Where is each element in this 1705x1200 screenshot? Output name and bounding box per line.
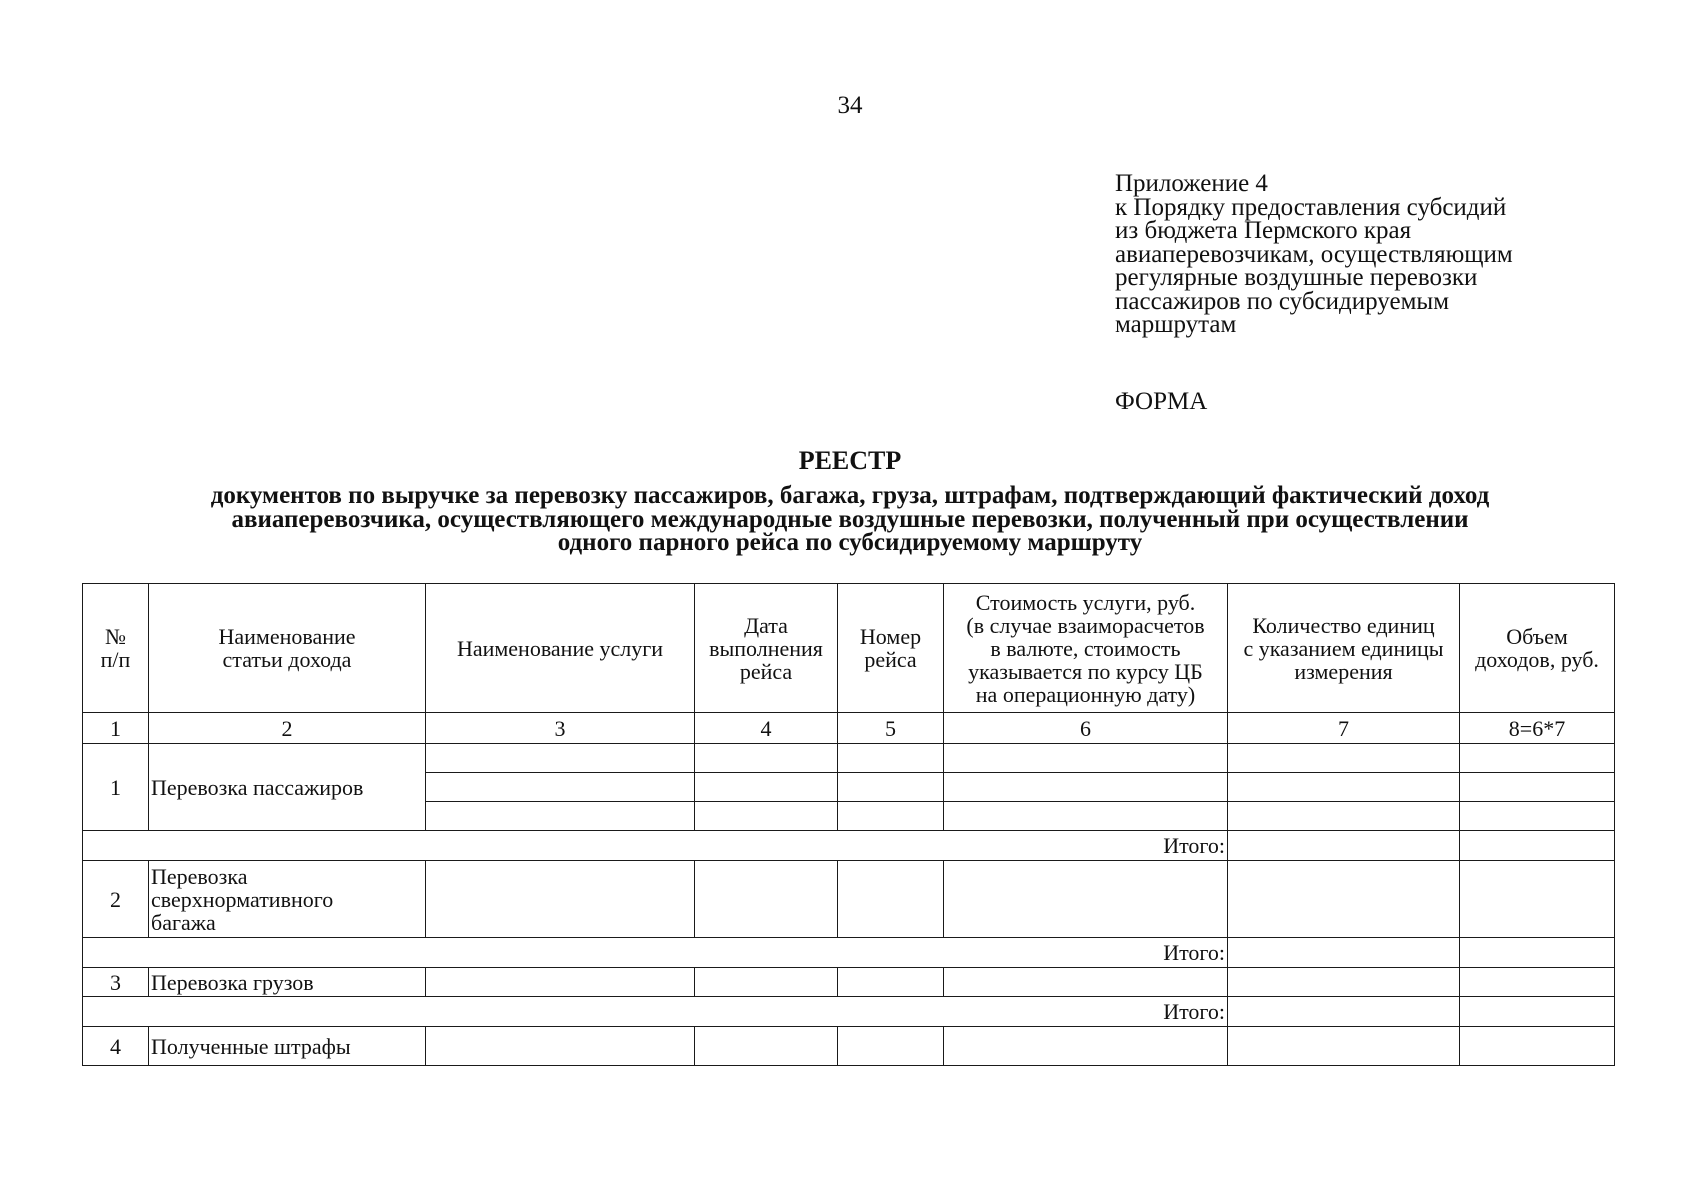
table-cell — [944, 968, 1228, 997]
table-cell — [426, 773, 695, 802]
table-cell — [695, 802, 838, 831]
appendix-block — [1115, 172, 1585, 337]
table-cell — [1228, 997, 1460, 1027]
page-number: 34 — [837, 92, 863, 119]
appendix-line: авиаперевозчикам, осуществляющим — [1115, 240, 1513, 268]
total-row — [83, 938, 1615, 968]
table-cell — [1228, 773, 1460, 802]
table-row — [83, 968, 1615, 997]
table-cell — [1460, 861, 1615, 938]
income-item-name: Перевозка сверхнормативного багажа — [149, 861, 426, 938]
subtitle-line: одного парного рейса по субсидируемому маршруту — [557, 529, 1143, 556]
table-cell — [1228, 968, 1460, 997]
table-cell — [426, 1027, 695, 1066]
table-cell — [695, 861, 838, 938]
table-cell — [1460, 1027, 1615, 1066]
registry-table — [82, 583, 1615, 1066]
table-cell — [426, 861, 695, 938]
header-cell-unit-count: Количество единиц с указанием единицы измерения — [1228, 584, 1460, 713]
header-cell-service-name: Наименование услуги — [426, 584, 695, 713]
table-cell — [1460, 773, 1615, 802]
table-cell — [944, 802, 1228, 831]
income-item-name: Перевозка грузов — [149, 968, 426, 997]
table-cell — [1228, 1027, 1460, 1066]
header-cell-flight-number: Номер рейса — [838, 584, 944, 713]
table-header-row — [83, 584, 1615, 713]
total-row — [83, 997, 1615, 1027]
table-cell — [944, 1027, 1228, 1066]
income-item-name: Перевозка пассажиров — [149, 744, 426, 831]
column-number: 4 — [695, 713, 838, 744]
income-item-name: Полученные штрафы — [149, 1027, 426, 1066]
column-number: 7 — [1228, 713, 1460, 744]
table-cell — [1228, 831, 1460, 861]
row-number: 1 — [83, 744, 149, 831]
row-number: 2 — [83, 861, 149, 938]
table-cell — [1460, 938, 1615, 968]
column-number: 5 — [838, 713, 944, 744]
table-cell — [426, 744, 695, 773]
table-cell — [838, 1027, 944, 1066]
table-cell — [1460, 997, 1615, 1027]
table-cell — [838, 968, 944, 997]
subtitle-line: документов по выручке за перевозку пассажиров, багажа, груза, штрафам, подтверждающий фактический доход — [210, 482, 1490, 509]
table-cell — [695, 1027, 838, 1066]
table-cell — [1228, 861, 1460, 938]
appendix-line: маршрутам — [1115, 311, 1237, 338]
table-cell — [1460, 802, 1615, 831]
document-subtitle — [100, 484, 1600, 555]
appendix-line: регулярные воздушные перевозки — [1115, 264, 1478, 291]
column-number: 1 — [83, 713, 149, 744]
header-cell-income-item: Наименование статьи дохода — [149, 584, 426, 713]
table-cell — [838, 773, 944, 802]
table-cell — [695, 744, 838, 773]
table-cell — [1228, 802, 1460, 831]
table-row — [83, 744, 1615, 773]
column-number: 6 — [944, 713, 1228, 744]
table-cell — [1460, 744, 1615, 773]
table-cell — [426, 968, 695, 997]
header-cell-flight-date: Дата выполнения рейса — [695, 584, 838, 713]
header-cell-number: № п/п — [83, 584, 149, 713]
table-cell — [838, 802, 944, 831]
total-label: Итого: — [83, 938, 1228, 968]
header-cell-service-cost: Стоимость услуги, руб. (в случае взаиморасчетов в валюте, стоимость указывается по курсу ЦБ на операционную дату) — [944, 584, 1228, 713]
total-label: Итого: — [83, 831, 1228, 861]
form-label: ФОРМА — [1115, 388, 1208, 415]
table-cell — [1228, 938, 1460, 968]
table-cell — [426, 802, 695, 831]
table-cell — [838, 744, 944, 773]
table-cell — [944, 773, 1228, 802]
subtitle-line: авиаперевозчика, осуществляющего международные воздушные перевозки, полученный при осуществлении — [231, 505, 1469, 533]
table-cell — [944, 861, 1228, 938]
appendix-line: пассажиров по субсидируемым — [1115, 287, 1450, 315]
column-number: 3 — [426, 713, 695, 744]
table-cell — [838, 861, 944, 938]
appendix-line: из бюджета Пермского края — [1115, 217, 1412, 244]
row-number: 3 — [83, 968, 149, 997]
table-row — [83, 861, 1615, 938]
table-cell — [1460, 831, 1615, 861]
table-cell — [944, 744, 1228, 773]
document-title: РЕЕСТР — [798, 446, 902, 475]
total-label: Итого: — [83, 997, 1228, 1027]
table-cell — [695, 968, 838, 997]
appendix-line: Приложение 4 — [1115, 170, 1268, 197]
table-cell — [1228, 744, 1460, 773]
column-numbers-row — [83, 713, 1615, 744]
table-row — [83, 1027, 1615, 1066]
appendix-line: к Порядку предоставления субсидий — [1115, 193, 1507, 221]
row-number: 4 — [83, 1027, 149, 1066]
table-cell — [695, 773, 838, 802]
column-number: 8=6*7 — [1460, 713, 1615, 744]
total-row — [83, 831, 1615, 861]
column-number: 2 — [149, 713, 426, 744]
table-cell — [1460, 968, 1615, 997]
header-cell-income-volume: Объем доходов, руб. — [1460, 584, 1615, 713]
